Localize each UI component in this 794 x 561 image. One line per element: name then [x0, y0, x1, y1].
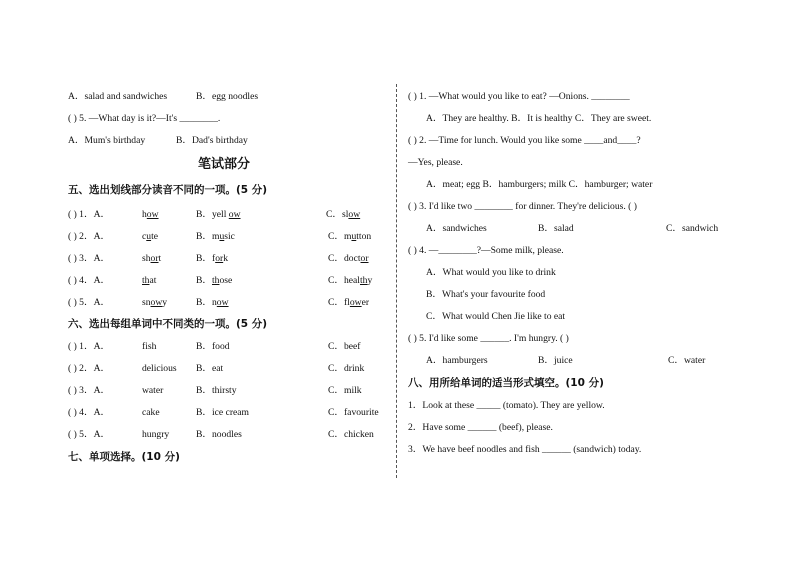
question-number: ( ) 1．A． — [68, 209, 111, 220]
option-a: A．hamburgers — [426, 355, 488, 366]
section-7-heading: 七、单项选择。(10 分) — [68, 451, 180, 463]
option-b: B．salad — [538, 223, 574, 234]
option-b: B．juice — [538, 355, 573, 366]
column-divider — [396, 84, 397, 478]
option-a: snowy — [142, 297, 168, 308]
option-b: B．food — [196, 341, 230, 352]
option-b: B．music — [196, 231, 235, 242]
options-line: A．They are healthy. B．It is healthy C．They are sweet. — [426, 113, 652, 124]
option-b: B．fork — [196, 253, 228, 264]
section-8-heading: 八、用所给单词的适当形式填空。(10 分) — [408, 377, 604, 389]
fill-item: 1．Look at these _____ (tomato). They are yellow. — [408, 400, 605, 411]
option-c: C．milk — [328, 385, 362, 396]
option-b: B．now — [196, 297, 229, 308]
question-number: ( ) 2．A． — [68, 231, 111, 242]
option-b: B．eat — [196, 363, 224, 374]
question-line: ( ) 4. —________?—Some milk, please. — [408, 245, 564, 256]
option-a: cake — [142, 407, 160, 418]
option-b: B．those — [196, 275, 233, 286]
question-number: ( ) 2．A． — [68, 363, 111, 374]
question-number: ( ) 5．A． — [68, 297, 111, 308]
option-a: A．Mum's birthday — [68, 135, 146, 146]
question-line: ( ) 2. —Time for lunch. Would you like some ____and____? — [408, 135, 641, 146]
option-c: C．slow — [326, 209, 361, 220]
options-line: A．meat; egg B．hamburgers; milk C．hamburger; water — [426, 179, 653, 190]
option-c: C．water — [668, 355, 706, 366]
option-b: B．ice cream — [196, 407, 250, 418]
question-line: ( ) 3. I'd like two ________ for dinner. They're delicious. ( ) — [408, 201, 637, 212]
option-c: C．drink — [328, 363, 365, 374]
question-number: ( ) 5．A． — [68, 429, 111, 440]
option-a: cute — [142, 231, 158, 242]
fill-item: 2．Have some ______ (beef), please. — [408, 422, 553, 433]
option-c: C．sandwich — [666, 223, 719, 234]
question-number: ( ) 4．A． — [68, 275, 111, 286]
option-c: C．healthy — [328, 275, 373, 286]
option-a: short — [142, 253, 162, 264]
question-line: ( ) 5. —What day is it?—It's ________. — [68, 113, 221, 124]
option-c: C．beef — [328, 341, 361, 352]
option-c: C．What would Chen Jie like to eat — [426, 311, 566, 322]
option-a: that — [142, 275, 157, 286]
option-a: delicious — [142, 363, 177, 374]
option-c: C．doctor — [328, 253, 369, 264]
option-c: C．mutton — [328, 231, 372, 242]
option-a: water — [142, 385, 164, 396]
option-a: A．sandwiches — [426, 223, 487, 234]
option-c: C．flower — [328, 297, 370, 308]
option-b: B．What's your favourite food — [426, 289, 546, 300]
option-c: C．favourite — [328, 407, 379, 418]
option-c: C．chicken — [328, 429, 374, 440]
section-6-heading: 六、选出每组单词中不同类的一项。(5 分) — [68, 318, 268, 330]
option-b: B．Dad's birthday — [176, 135, 248, 146]
answer-line: —Yes, please. — [408, 157, 463, 168]
question-number: ( ) 3．A． — [68, 385, 111, 396]
option-b: B．thirsty — [196, 385, 237, 396]
option-b: B．noodles — [196, 429, 242, 440]
option-a: fish — [142, 341, 157, 352]
option-a: how — [142, 209, 159, 220]
option-a: A．salad and sandwiches — [68, 91, 168, 102]
option-b: B．yell ow — [196, 209, 241, 220]
section-5-heading: 五、选出划线部分读音不同的一项。(5 分) — [68, 184, 268, 196]
option-b: B．egg noodles — [196, 91, 259, 102]
question-number: ( ) 3．A． — [68, 253, 111, 264]
option-a: A．What would you like to drink — [426, 267, 556, 278]
question-line: ( ) 5. I'd like some ______. I'm hungry. ( ) — [408, 333, 569, 344]
option-a: hungry — [142, 429, 170, 440]
question-number: ( ) 4．A． — [68, 407, 111, 418]
question-number: ( ) 1．A． — [68, 341, 111, 352]
question-line: ( ) 1. —What would you like to eat? —Onions. ________ — [408, 91, 630, 102]
fill-item: 3．We have beef noodles and fish ______ (sandwich) today. — [408, 444, 642, 455]
section-title: 笔试部分 — [198, 157, 251, 172]
